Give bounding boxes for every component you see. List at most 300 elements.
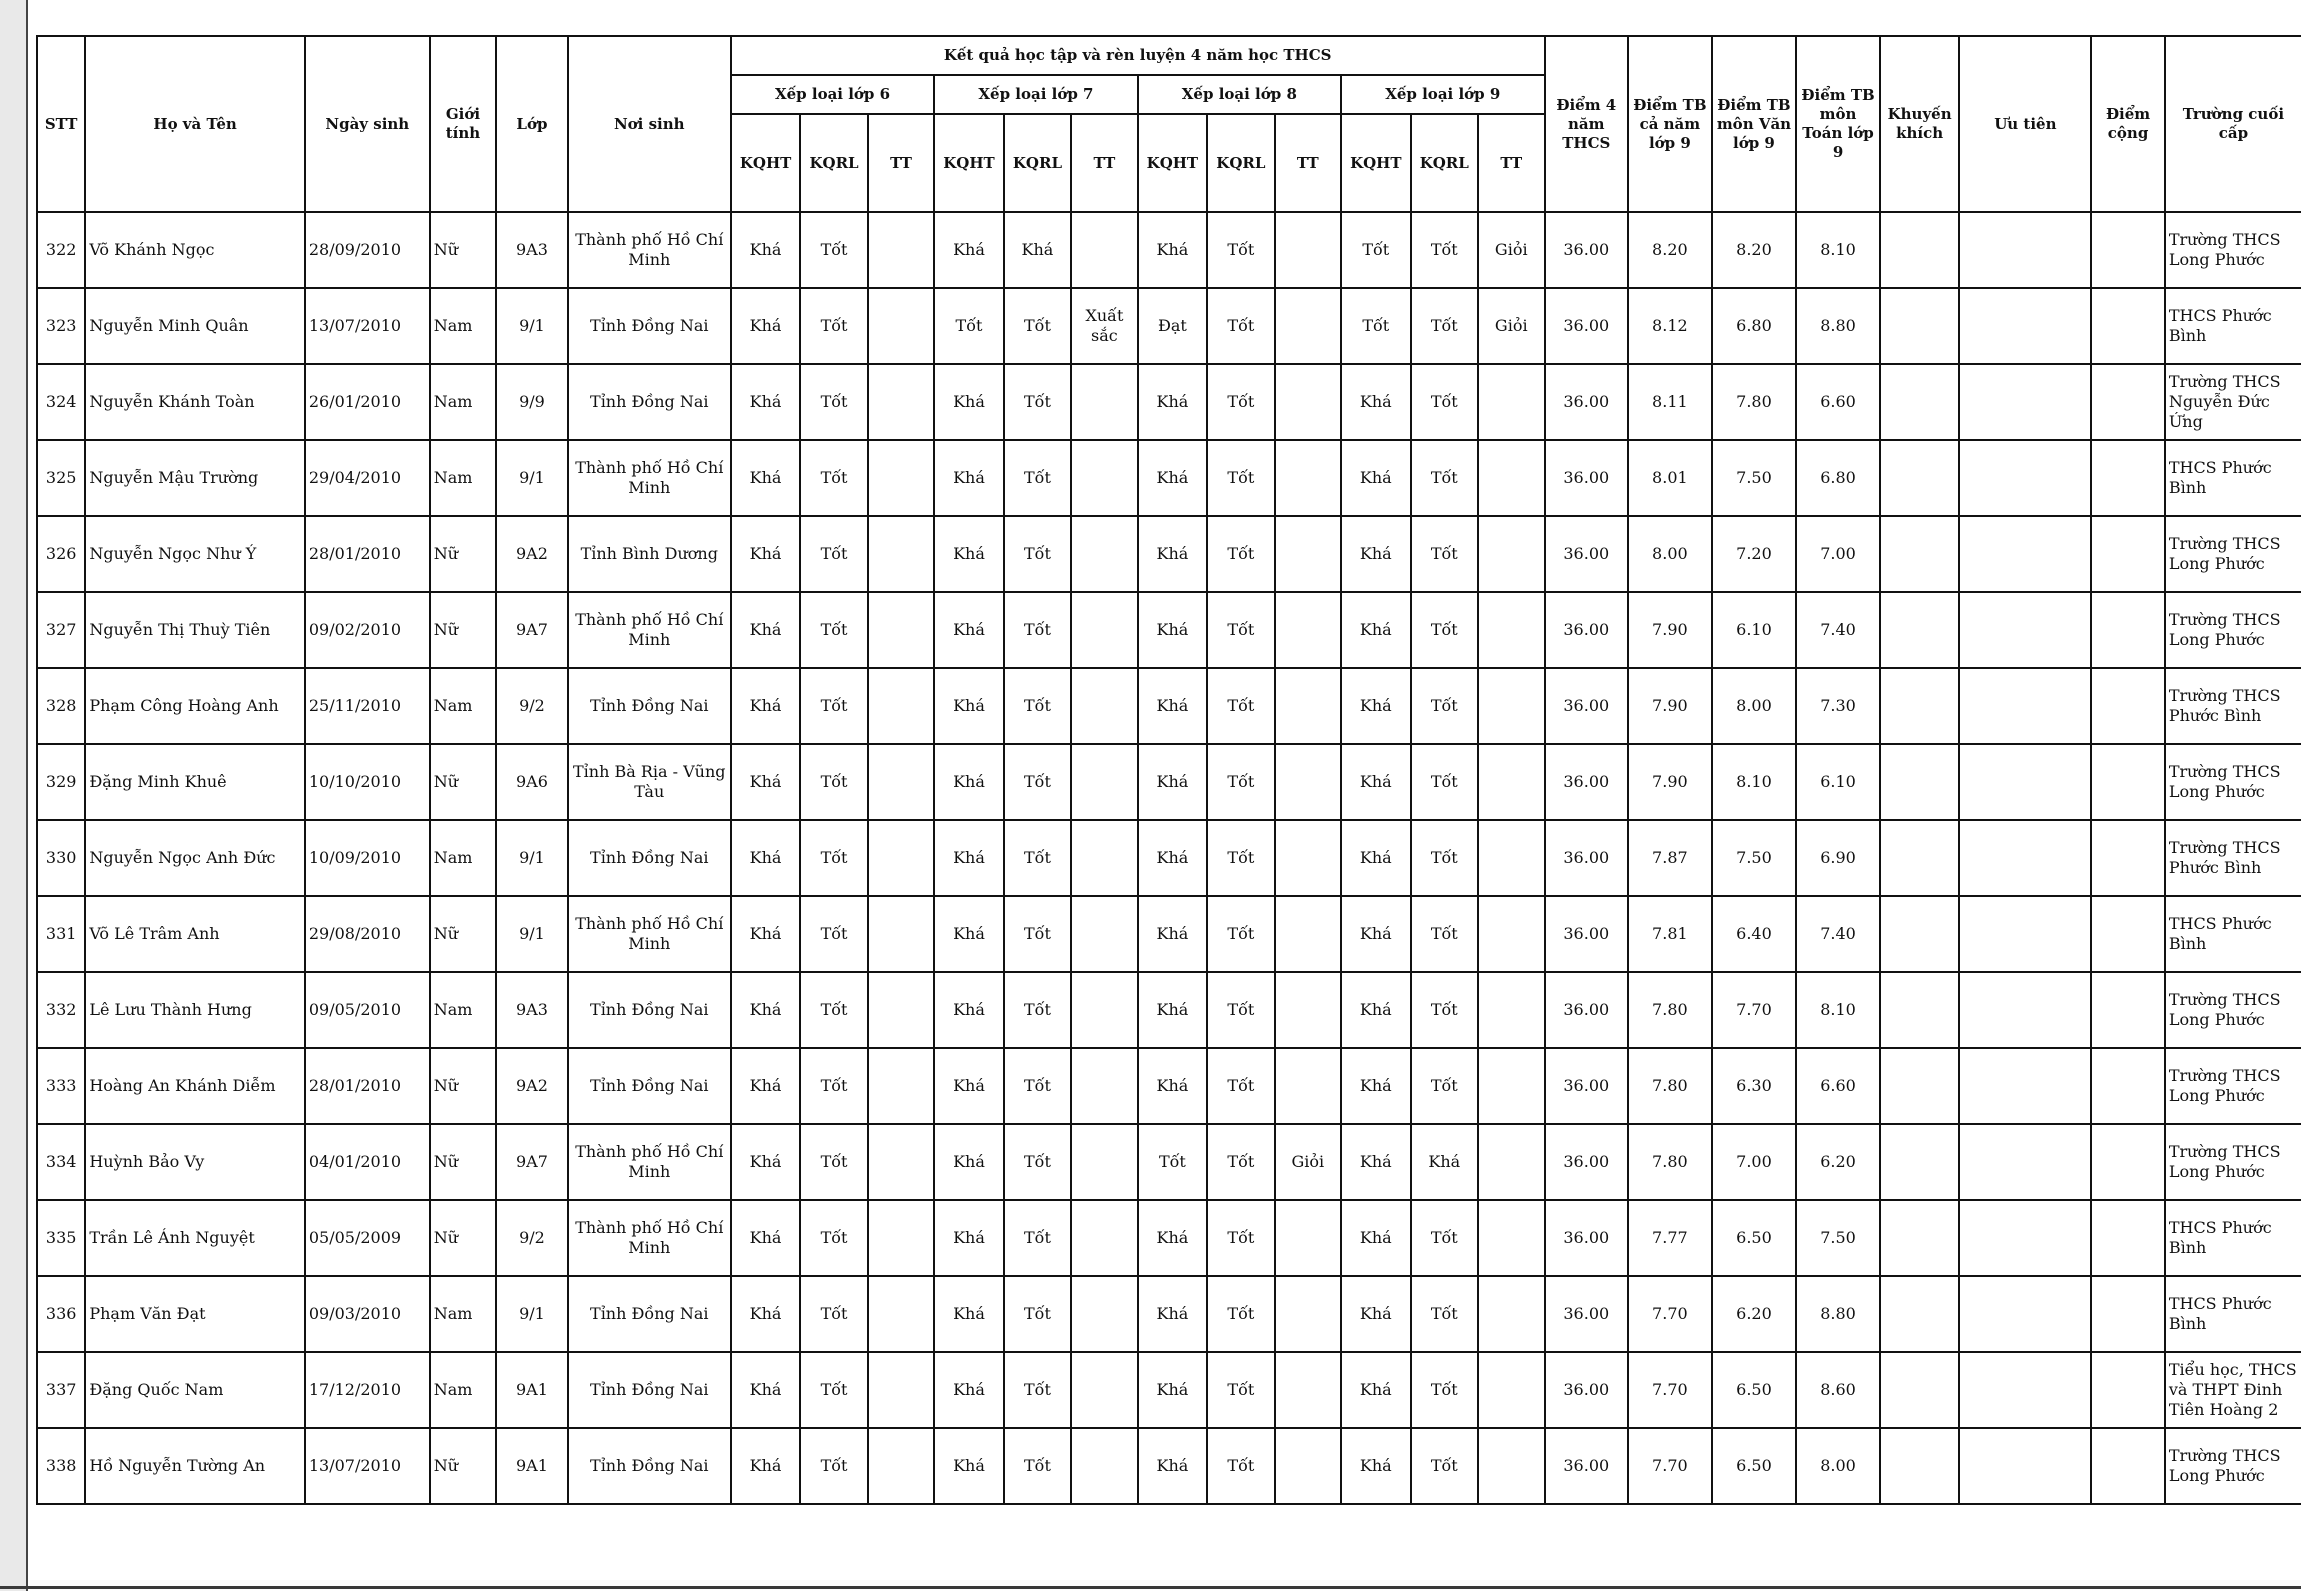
cell-g8-kqrl: Tốt: [1207, 744, 1274, 820]
cell-gender: Nữ: [430, 744, 496, 820]
cell-bonus: [2091, 972, 2165, 1048]
header-avg-math9: Điểm TB môn Toán lớp 9: [1796, 36, 1880, 212]
cell-score4: 36.00: [1545, 592, 1629, 668]
cell-g8-kqht: Khá: [1138, 592, 1207, 668]
table-row: [37, 516, 2301, 592]
cell-bonus: [2091, 744, 2165, 820]
cell-avg-year9: 7.70: [1628, 1352, 1712, 1428]
cell-birthplace: Tỉnh Đồng Nai: [568, 364, 731, 440]
cell-avg-lit9: 7.80: [1712, 364, 1797, 440]
cell-g8-kqht: Khá: [1138, 1200, 1207, 1276]
cell-dob: 28/01/2010: [305, 1048, 430, 1124]
cell-g6-kqrl: Tốt: [800, 364, 867, 440]
cell-g7-kqht: Khá: [934, 1048, 1003, 1124]
cell-g7-kqrl: Tốt: [1004, 516, 1071, 592]
header-school: Trường cuối cấp: [2165, 36, 2301, 212]
cell-g8-kqrl: Tốt: [1207, 820, 1274, 896]
cell-avg-math9: 7.40: [1796, 592, 1880, 668]
table-row: [37, 820, 2301, 896]
cell-g6-kqrl: Tốt: [800, 1200, 867, 1276]
cell-g6-kqht: Khá: [731, 592, 800, 668]
cell-g8-kqrl: Tốt: [1207, 1352, 1274, 1428]
cell-dob: 26/01/2010: [305, 364, 430, 440]
cell-g6-kqht: Khá: [731, 1200, 800, 1276]
cell-g8-kqht: Khá: [1138, 440, 1207, 516]
cell-g9-kqrl: Tốt: [1411, 1276, 1478, 1352]
cell-name: Nguyễn Thị Thuỳ Tiên: [85, 592, 305, 668]
cell-avg-year9: 8.11: [1628, 364, 1712, 440]
cell-g6-tt: [868, 744, 934, 820]
cell-g8-tt: [1275, 440, 1341, 516]
cell-avg-math9: 8.10: [1796, 212, 1880, 288]
cell-avg-math9: 8.80: [1796, 1276, 1880, 1352]
header-group-title: Kết quả học tập và rèn luyện 4 năm học THCS: [731, 36, 1545, 75]
cell-g6-tt: [868, 212, 934, 288]
header-kqrl: KQRL: [800, 114, 867, 212]
cell-birthplace: Tỉnh Đồng Nai: [568, 1352, 731, 1428]
cell-priority: [1959, 668, 2091, 744]
cell-g9-tt: [1478, 1428, 1545, 1504]
cell-g8-tt: [1275, 592, 1341, 668]
cell-g6-kqht: Khá: [731, 1428, 800, 1504]
cell-g9-tt: [1478, 440, 1545, 516]
cell-class: 9A6: [496, 744, 568, 820]
table-row: [37, 1352, 2301, 1428]
cell-g6-tt: [868, 1276, 934, 1352]
cell-g7-tt: [1071, 1276, 1137, 1352]
cell-g6-kqht: Khá: [731, 212, 800, 288]
cell-g6-kqht: Khá: [731, 1048, 800, 1124]
cell-priority: [1959, 440, 2091, 516]
cell-bonus: [2091, 516, 2165, 592]
table-row: [37, 1200, 2301, 1276]
cell-g6-kqht: Khá: [731, 516, 800, 592]
cell-dob: 28/09/2010: [305, 212, 430, 288]
cell-priority: [1959, 744, 2091, 820]
cell-gender: Nam: [430, 288, 496, 364]
cell-encourage: [1880, 1200, 1960, 1276]
cell-g9-tt: [1478, 592, 1545, 668]
cell-avg-lit9: 8.00: [1712, 668, 1797, 744]
cell-avg-lit9: 6.80: [1712, 288, 1797, 364]
header-kqht: KQHT: [731, 114, 800, 212]
cell-encourage: [1880, 364, 1960, 440]
cell-g7-kqrl: Tốt: [1004, 1048, 1071, 1124]
cell-g6-kqht: Khá: [731, 820, 800, 896]
cell-priority: [1959, 972, 2091, 1048]
header-bonus: Điểm cộng: [2091, 36, 2165, 212]
cell-name: Đặng Quốc Nam: [85, 1352, 305, 1428]
cell-g7-tt: [1071, 1428, 1137, 1504]
cell-g9-tt: [1478, 364, 1545, 440]
cell-dob: 13/07/2010: [305, 288, 430, 364]
table-row: [37, 896, 2301, 972]
cell-school: Trường THCS Long Phước: [2165, 212, 2301, 288]
cell-name: Nguyễn Mậu Trường: [85, 440, 305, 516]
cell-g9-kqht: Khá: [1341, 440, 1410, 516]
cell-name: Hoàng An Khánh Diễm: [85, 1048, 305, 1124]
cell-g6-tt: [868, 288, 934, 364]
cell-class: 9A2: [496, 1048, 568, 1124]
cell-encourage: [1880, 820, 1960, 896]
cell-birthplace: Thành phố Hồ Chí Minh: [568, 1124, 731, 1200]
cell-g6-kqrl: Tốt: [800, 1352, 867, 1428]
cell-g6-kqht: Khá: [731, 1124, 800, 1200]
cell-priority: [1959, 1276, 2091, 1352]
cell-g6-kqht: Khá: [731, 1276, 800, 1352]
cell-g8-kqrl: Tốt: [1207, 1124, 1274, 1200]
cell-g9-kqht: Khá: [1341, 972, 1410, 1048]
cell-stt: 333: [37, 1048, 85, 1124]
cell-name: Nguyễn Minh Quân: [85, 288, 305, 364]
cell-avg-math9: 6.10: [1796, 744, 1880, 820]
cell-g6-kqrl: Tốt: [800, 288, 867, 364]
table-row: [37, 288, 2301, 364]
cell-g8-kqht: Khá: [1138, 364, 1207, 440]
cell-name: Hồ Nguyễn Tường An: [85, 1428, 305, 1504]
cell-g9-tt: [1478, 1048, 1545, 1124]
cell-g7-kqrl: Tốt: [1004, 1276, 1071, 1352]
cell-g7-kqht: Khá: [934, 1352, 1003, 1428]
cell-school: THCS Phước Bình: [2165, 1200, 2301, 1276]
cell-class: 9/2: [496, 1200, 568, 1276]
cell-g7-kqht: Khá: [934, 668, 1003, 744]
cell-avg-math9: 8.80: [1796, 288, 1880, 364]
cell-avg-lit9: 6.20: [1712, 1276, 1797, 1352]
cell-class: 9/1: [496, 288, 568, 364]
cell-g6-tt: [868, 1124, 934, 1200]
cell-encourage: [1880, 668, 1960, 744]
cell-g8-kqrl: Tốt: [1207, 592, 1274, 668]
cell-stt: 327: [37, 592, 85, 668]
cell-bonus: [2091, 1048, 2165, 1124]
cell-g6-kqrl: Tốt: [800, 1428, 867, 1504]
cell-g7-tt: [1071, 592, 1137, 668]
cell-bonus: [2091, 364, 2165, 440]
cell-name: Nguyễn Ngọc Như Ý: [85, 516, 305, 592]
cell-g6-kqht: Khá: [731, 744, 800, 820]
cell-g7-kqht: Khá: [934, 1200, 1003, 1276]
cell-g8-tt: Giỏi: [1275, 1124, 1341, 1200]
header-kqrl: KQRL: [1004, 114, 1071, 212]
cell-school: THCS Phước Bình: [2165, 896, 2301, 972]
table-row: [37, 364, 2301, 440]
cell-g9-tt: Giỏi: [1478, 212, 1545, 288]
cell-g7-tt: [1071, 212, 1137, 288]
cell-name: Phạm Công Hoàng Anh: [85, 668, 305, 744]
cell-avg-math9: 6.90: [1796, 820, 1880, 896]
cell-avg-math9: 8.00: [1796, 1428, 1880, 1504]
cell-g7-kqht: Khá: [934, 516, 1003, 592]
cell-name: Trần Lê Ánh Nguyệt: [85, 1200, 305, 1276]
cell-g8-kqht: Khá: [1138, 212, 1207, 288]
header-priority: Ưu tiên: [1959, 36, 2091, 212]
cell-avg-year9: 7.81: [1628, 896, 1712, 972]
cell-g6-kqrl: Tốt: [800, 1048, 867, 1124]
cell-avg-year9: 8.12: [1628, 288, 1712, 364]
cell-g7-kqht: Khá: [934, 364, 1003, 440]
cell-birthplace: Thành phố Hồ Chí Minh: [568, 1200, 731, 1276]
cell-g6-kqrl: Tốt: [800, 1276, 867, 1352]
cell-score4: 36.00: [1545, 668, 1629, 744]
cell-stt: 334: [37, 1124, 85, 1200]
cell-gender: Nữ: [430, 1200, 496, 1276]
cell-stt: 331: [37, 896, 85, 972]
cell-g9-kqht: Tốt: [1341, 212, 1410, 288]
cell-score4: 36.00: [1545, 212, 1629, 288]
cell-g9-kqrl: Tốt: [1411, 668, 1478, 744]
cell-stt: 325: [37, 440, 85, 516]
cell-g8-kqht: Khá: [1138, 516, 1207, 592]
cell-class: 9/1: [496, 440, 568, 516]
cell-g7-tt: [1071, 820, 1137, 896]
cell-g6-kqrl: Tốt: [800, 668, 867, 744]
cell-avg-year9: 7.70: [1628, 1276, 1712, 1352]
cell-encourage: [1880, 744, 1960, 820]
cell-birthplace: Tỉnh Đồng Nai: [568, 1428, 731, 1504]
cell-score4: 36.00: [1545, 1200, 1629, 1276]
cell-g9-kqrl: Tốt: [1411, 288, 1478, 364]
cell-stt: 324: [37, 364, 85, 440]
cell-g7-kqht: Khá: [934, 896, 1003, 972]
cell-g9-kqht: Khá: [1341, 364, 1410, 440]
cell-g7-kqrl: Khá: [1004, 212, 1071, 288]
cell-g9-kqrl: Khá: [1411, 1124, 1478, 1200]
cell-encourage: [1880, 288, 1960, 364]
cell-g6-kqrl: Tốt: [800, 212, 867, 288]
cell-gender: Nam: [430, 668, 496, 744]
cell-g7-kqrl: Tốt: [1004, 1124, 1071, 1200]
cell-avg-year9: 7.80: [1628, 972, 1712, 1048]
cell-g9-kqrl: Tốt: [1411, 896, 1478, 972]
cell-encourage: [1880, 896, 1960, 972]
cell-score4: 36.00: [1545, 1124, 1629, 1200]
cell-g8-kqht: Khá: [1138, 820, 1207, 896]
cell-g7-tt: [1071, 668, 1137, 744]
cell-g8-tt: [1275, 1352, 1341, 1428]
cell-g9-tt: [1478, 820, 1545, 896]
cell-avg-math9: 7.50: [1796, 1200, 1880, 1276]
cell-g9-tt: [1478, 1124, 1545, 1200]
cell-g6-tt: [868, 972, 934, 1048]
header-kqht: KQHT: [1138, 114, 1207, 212]
cell-g7-kqht: Khá: [934, 1276, 1003, 1352]
cell-g9-kqrl: Tốt: [1411, 364, 1478, 440]
cell-dob: 10/10/2010: [305, 744, 430, 820]
header-score4: Điểm 4 năm THCS: [1545, 36, 1629, 212]
header-tt: TT: [1275, 114, 1341, 212]
cell-avg-lit9: 6.40: [1712, 896, 1797, 972]
table-row: [37, 440, 2301, 516]
cell-name: Nguyễn Ngọc Anh Đức: [85, 820, 305, 896]
table-row: [37, 972, 2301, 1048]
cell-g8-kqht: Khá: [1138, 896, 1207, 972]
cell-name: Phạm Văn Đạt: [85, 1276, 305, 1352]
cell-priority: [1959, 1428, 2091, 1504]
cell-g7-kqrl: Tốt: [1004, 364, 1071, 440]
cell-priority: [1959, 516, 2091, 592]
cell-school: Tiểu học, THCS và THPT Đinh Tiên Hoàng 2: [2165, 1352, 2301, 1428]
cell-g8-kqrl: Tốt: [1207, 364, 1274, 440]
table-row: [37, 1048, 2301, 1124]
cell-dob: 09/05/2010: [305, 972, 430, 1048]
cell-class: 9A1: [496, 1352, 568, 1428]
cell-g7-kqht: Khá: [934, 1428, 1003, 1504]
cell-dob: 29/08/2010: [305, 896, 430, 972]
cell-class: 9/1: [496, 1276, 568, 1352]
cell-encourage: [1880, 212, 1960, 288]
cell-avg-year9: 8.01: [1628, 440, 1712, 516]
cell-avg-year9: 8.00: [1628, 516, 1712, 592]
cell-g8-tt: [1275, 1428, 1341, 1504]
cell-g9-kqrl: Tốt: [1411, 440, 1478, 516]
cell-g6-kqrl: Tốt: [800, 516, 867, 592]
cell-dob: 17/12/2010: [305, 1352, 430, 1428]
cell-gender: Nữ: [430, 1048, 496, 1124]
cell-avg-year9: 7.90: [1628, 668, 1712, 744]
cell-avg-math9: 7.00: [1796, 516, 1880, 592]
cell-gender: Nam: [430, 972, 496, 1048]
header-tt: TT: [868, 114, 934, 212]
cell-birthplace: Tỉnh Đồng Nai: [568, 1276, 731, 1352]
cell-school: Trường THCS Phước Bình: [2165, 820, 2301, 896]
cell-g7-tt: [1071, 1048, 1137, 1124]
cell-g8-kqrl: Tốt: [1207, 668, 1274, 744]
cell-priority: [1959, 592, 2091, 668]
cell-avg-math9: 6.60: [1796, 1048, 1880, 1124]
cell-bonus: [2091, 592, 2165, 668]
cell-g9-kqrl: Tốt: [1411, 1352, 1478, 1428]
cell-g9-tt: Giỏi: [1478, 288, 1545, 364]
cell-g7-kqrl: Tốt: [1004, 1200, 1071, 1276]
cell-g7-tt: [1071, 744, 1137, 820]
cell-avg-year9: 7.70: [1628, 1428, 1712, 1504]
cell-score4: 36.00: [1545, 896, 1629, 972]
cell-g8-kqrl: Tốt: [1207, 516, 1274, 592]
cell-g7-kqht: Khá: [934, 592, 1003, 668]
cell-g9-kqrl: Tốt: [1411, 972, 1478, 1048]
header-grade9: Xếp loại lớp 9: [1341, 75, 1544, 114]
header-dob: Ngày sinh: [305, 36, 430, 212]
cell-g6-kqrl: Tốt: [800, 592, 867, 668]
cell-g7-tt: Xuất sắc: [1071, 288, 1137, 364]
cell-score4: 36.00: [1545, 516, 1629, 592]
cell-g8-kqrl: Tốt: [1207, 1200, 1274, 1276]
cell-g8-kqrl: Tốt: [1207, 212, 1274, 288]
cell-gender: Nam: [430, 364, 496, 440]
cell-g6-tt: [868, 1200, 934, 1276]
table-row: [37, 1428, 2301, 1504]
cell-score4: 36.00: [1545, 364, 1629, 440]
header-kqrl: KQRL: [1411, 114, 1478, 212]
cell-gender: Nam: [430, 820, 496, 896]
cell-g9-kqht: Khá: [1341, 1200, 1410, 1276]
cell-g7-tt: [1071, 516, 1137, 592]
cell-name: Huỳnh Bảo Vy: [85, 1124, 305, 1200]
cell-priority: [1959, 1048, 2091, 1124]
cell-class: 9A1: [496, 1428, 568, 1504]
header-avg-year9: Điểm TB cả năm lớp 9: [1628, 36, 1712, 212]
cell-g9-kqht: Khá: [1341, 744, 1410, 820]
cell-g6-tt: [868, 440, 934, 516]
cell-g9-kqrl: Tốt: [1411, 744, 1478, 820]
cell-avg-year9: 7.77: [1628, 1200, 1712, 1276]
cell-g8-kqrl: Tốt: [1207, 440, 1274, 516]
cell-encourage: [1880, 1048, 1960, 1124]
cell-score4: 36.00: [1545, 288, 1629, 364]
cell-avg-year9: 7.80: [1628, 1124, 1712, 1200]
cell-bonus: [2091, 1428, 2165, 1504]
cell-g6-kqrl: Tốt: [800, 744, 867, 820]
cell-avg-lit9: 6.50: [1712, 1200, 1797, 1276]
table-row: [37, 744, 2301, 820]
cell-avg-math9: 6.60: [1796, 364, 1880, 440]
cell-birthplace: Thành phố Hồ Chí Minh: [568, 212, 731, 288]
cell-score4: 36.00: [1545, 820, 1629, 896]
cell-score4: 36.00: [1545, 440, 1629, 516]
cell-g7-kqrl: Tốt: [1004, 972, 1071, 1048]
cell-bonus: [2091, 1200, 2165, 1276]
cell-bonus: [2091, 1352, 2165, 1428]
header-kqht: KQHT: [934, 114, 1003, 212]
cell-avg-math9: 6.20: [1796, 1124, 1880, 1200]
table-row: [37, 592, 2301, 668]
cell-bonus: [2091, 1276, 2165, 1352]
cell-g7-kqrl: Tốt: [1004, 668, 1071, 744]
cell-g8-tt: [1275, 1048, 1341, 1124]
cell-score4: 36.00: [1545, 1428, 1629, 1504]
cell-class: 9A3: [496, 212, 568, 288]
cell-name: Nguyễn Khánh Toàn: [85, 364, 305, 440]
cell-school: THCS Phước Bình: [2165, 440, 2301, 516]
cell-g8-tt: [1275, 668, 1341, 744]
header-encourage: Khuyến khích: [1880, 36, 1960, 212]
cell-priority: [1959, 364, 2091, 440]
cell-g6-kqrl: Tốt: [800, 972, 867, 1048]
cell-avg-lit9: 7.70: [1712, 972, 1797, 1048]
cell-g8-tt: [1275, 1276, 1341, 1352]
cell-avg-lit9: 6.50: [1712, 1428, 1797, 1504]
cell-encourage: [1880, 1428, 1960, 1504]
cell-g6-tt: [868, 516, 934, 592]
cell-g9-kqht: Khá: [1341, 592, 1410, 668]
cell-dob: 29/04/2010: [305, 440, 430, 516]
cell-g6-kqht: Khá: [731, 364, 800, 440]
cell-class: 9A3: [496, 972, 568, 1048]
cell-g9-tt: [1478, 1200, 1545, 1276]
cell-g8-kqrl: Tốt: [1207, 1048, 1274, 1124]
cell-birthplace: Tỉnh Bà Rịa - Vũng Tàu: [568, 744, 731, 820]
cell-school: Trường THCS Long Phước: [2165, 972, 2301, 1048]
cell-avg-year9: 7.80: [1628, 1048, 1712, 1124]
cell-g7-kqht: Khá: [934, 744, 1003, 820]
cell-school: Trường THCS Long Phước: [2165, 1428, 2301, 1504]
cell-dob: 10/09/2010: [305, 820, 430, 896]
cell-name: Đặng Minh Khuê: [85, 744, 305, 820]
cell-g8-kqht: Khá: [1138, 668, 1207, 744]
cell-bonus: [2091, 1124, 2165, 1200]
cell-g6-kqht: Khá: [731, 1352, 800, 1428]
cell-stt: 335: [37, 1200, 85, 1276]
cell-dob: 09/03/2010: [305, 1276, 430, 1352]
cell-g7-kqht: Khá: [934, 1124, 1003, 1200]
cell-g8-kqht: Khá: [1138, 1352, 1207, 1428]
cell-g9-kqht: Khá: [1341, 1428, 1410, 1504]
cell-class: 9A7: [496, 592, 568, 668]
cell-avg-math9: 8.60: [1796, 1352, 1880, 1428]
cell-birthplace: Tỉnh Đồng Nai: [568, 668, 731, 744]
cell-g7-kqht: Khá: [934, 212, 1003, 288]
